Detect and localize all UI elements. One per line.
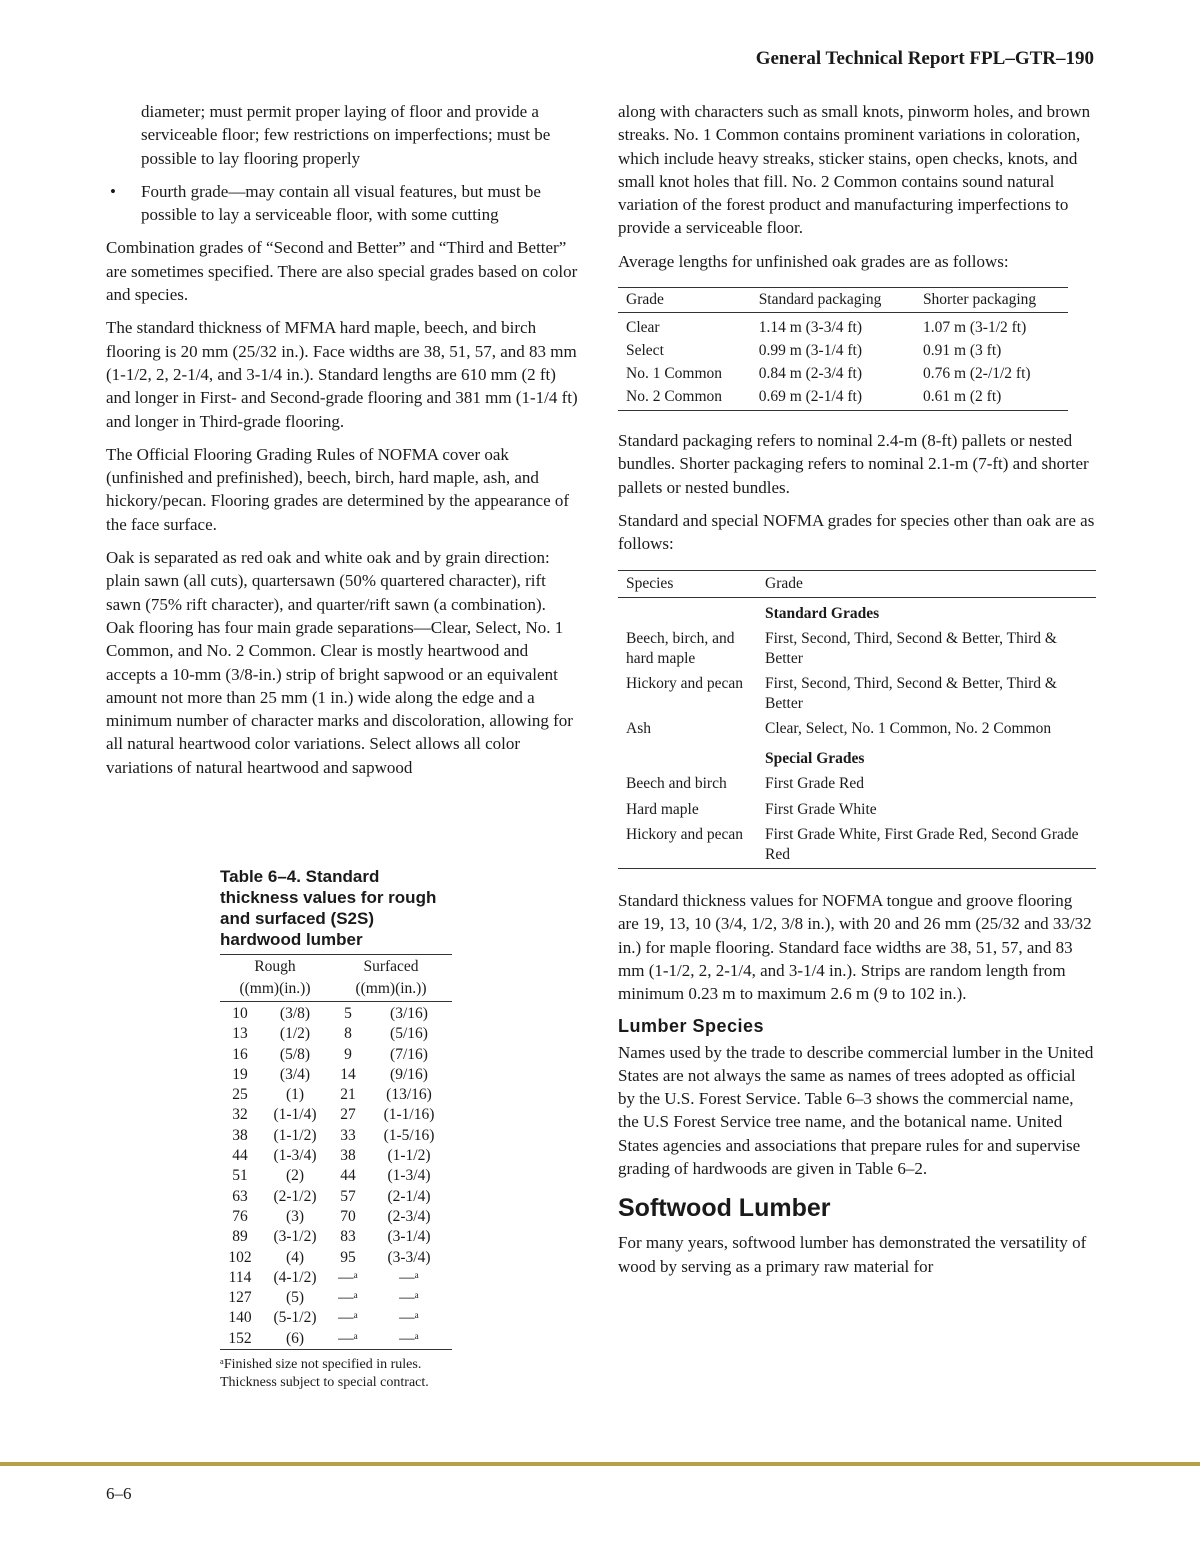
cell-surfaced-mm: —ᵃ	[338, 1329, 358, 1347]
cell-surfaced-in: —ᵃ	[399, 1309, 419, 1327]
cell-species: Ash	[626, 720, 651, 738]
footer-rule	[0, 1462, 1200, 1466]
cell-surfaced-mm: 27	[340, 1106, 356, 1124]
paragraph-oak-grades: Oak is separated as red oak and white oak and by grain direction: plain sawn (all cuts), quartersawn (50% quartered character), rift sawn (75% rift character), and quarter/rift sawn (a combination). Oak flooring has four main grade separations—Clear, Select, No. 1 Common, and No. 2 Common. Clear is mostly heartwood and accepts a 10-mm (3/8-in.) strip of bright sapwood or an equivalent amount not more than 25 mm (1 in.) wide along the edge and a minimum number of character marks and discoloration, allowing for all natural heartwood color variations. Select allows all color variations of natural heartwood and sapwood	[106, 548, 573, 777]
header-rough: Rough	[254, 958, 296, 975]
paragraph-combination-grades: Combination grades of “Second and Better” and “Third and Better” are sometimes specified. There are also special grades based on color and species.	[106, 238, 578, 305]
cell-surfaced-mm: 14	[340, 1065, 356, 1083]
table-row	[618, 313, 1068, 340]
cell-rough-in: (1/2)	[279, 1025, 311, 1043]
table-row	[220, 1268, 452, 1288]
cell-rough-mm: 19	[232, 1065, 248, 1083]
cell-surfaced-mm: 8	[344, 1025, 352, 1043]
cell-grade: First, Second, Third, Second & Better, Third & Better	[765, 630, 1057, 667]
paragraph-nofma-rules: The Official Flooring Grading Rules of NOFMA cover oak (unfinished and prefinished), beech, birch, hard maple, ash, and hickory/pecan. Flooring grades are determined by the appearance of the face surface.	[106, 444, 570, 534]
cell-rough-mm: 89	[232, 1228, 248, 1246]
cell-grade: Clear, Select, No. 1 Common, No. 2 Common	[765, 720, 1052, 738]
cell-surfaced-in: (2-3/4)	[387, 1207, 431, 1225]
cell-rough-mm: 10	[232, 1005, 248, 1022]
cell-rough-mm: 114	[228, 1268, 252, 1286]
paragraph-special-grades-intro: Standard and special NOFMA grades for species other than oak are as follows:	[618, 510, 1095, 554]
cell-surfaced-mm: —ᵃ	[338, 1268, 358, 1286]
table-row	[220, 1248, 452, 1268]
cell-surfaced-mm: 70	[340, 1207, 356, 1225]
cell-surfaced-in: (3-1/4)	[387, 1228, 431, 1246]
cell-surfaced-mm: 33	[340, 1126, 356, 1144]
header-grade: Grade	[757, 570, 1096, 597]
cell-surfaced-in: (3/16)	[390, 1005, 428, 1022]
cell-rough-mm: 25	[232, 1086, 248, 1104]
cell-surfaced-in: (7/16)	[390, 1045, 428, 1063]
paragraph-lumber-species: Names used by the trade to describe commercial lumber in the United States are not always the same as names of trees adopted as official by the U.S. Forest Service. Table 6–3 shows the commercial name, the U.S Forest Service tree name, and the botanical name. United States agencies and associations that prepare rules for and supervise grading of hardwoods are given in Table 6–2.	[618, 1042, 1094, 1179]
cell-grade: First Grade White, First Grade Red, Second Grade Red	[765, 826, 1079, 863]
table-row	[220, 1308, 452, 1328]
cell-standard: 0.69 m (2-1/4 ft)	[758, 388, 863, 406]
thickness-table-body	[220, 1002, 452, 1350]
cell-surfaced-in: (5/16)	[390, 1025, 428, 1043]
paragraph-packaging: Standard packaging refers to nominal 2.4-m (8-ft) pallets or nested bundles. Shorter packaging refers to nominal 2.1-m (7-ft) and shorter pallets or nested bundles.	[618, 431, 1089, 497]
header-surfaced: Surfaced	[363, 958, 419, 975]
cell-rough-in: (3/8)	[279, 1005, 311, 1022]
bullet-marker: •	[110, 181, 116, 201]
units-rough: ((mm)(in.))	[220, 977, 330, 1002]
cell-surfaced-in: —ᵃ	[399, 1289, 419, 1307]
standard-grades-heading: Standard Grades	[765, 604, 880, 622]
cell-rough-in: (4)	[285, 1248, 305, 1266]
cell-rough-mm: 102	[228, 1248, 252, 1266]
cell-rough-mm: 16	[232, 1045, 248, 1063]
cell-rough-in: (1-3/4)	[273, 1147, 317, 1165]
cell-surfaced-mm: —ᵃ	[338, 1289, 358, 1307]
cell-grade: Clear	[626, 319, 660, 337]
cell-surfaced-mm: 44	[340, 1167, 356, 1185]
cell-shorter: 0.76 m (2-/1/2 ft)	[922, 365, 1031, 383]
cell-surfaced-in: (1-5/16)	[383, 1126, 435, 1144]
paragraph-average-lengths: Average lengths for unfinished oak grades are as follows:	[618, 251, 1009, 271]
cell-species: Hickory and pecan	[626, 675, 744, 693]
cell-rough-in: (4-1/2)	[273, 1268, 317, 1286]
table-footnote: ᵃFinished size not specified in rules. Thickness subject to special contract.	[220, 1357, 429, 1391]
paragraph-nofma-thickness: Standard thickness values for NOFMA tongue and groove flooring are 19, 13, 10 (3/4, 1/2, 3/8 in.), with 20 and 26 mm (25/32 and 33/32 in.) for maple flooring. Standard face widths are 38, 51, 57, and 83 mm (1-1/2, 2, 2-1/4, and 3-1/4 in.). Strips are random length from minimum 0.23 m to maximum 2.6 m (9 to 102 in.).	[618, 891, 1092, 1004]
table-row	[618, 823, 1096, 869]
table-row	[618, 339, 1068, 362]
cell-surfaced-mm: 21	[340, 1086, 356, 1104]
table-row	[220, 1187, 452, 1207]
cell-standard: 1.14 m (3-3/4 ft)	[758, 319, 863, 337]
cell-rough-in: (3-1/2)	[273, 1228, 317, 1246]
right-column	[618, 100, 1096, 1288]
cell-surfaced-mm: —ᵃ	[338, 1309, 358, 1327]
cell-surfaced-in: (1-3/4)	[387, 1167, 431, 1185]
cell-grade: No. 2 Common	[626, 388, 723, 406]
table-row	[220, 1105, 452, 1125]
cell-surfaced-in: (13/16)	[386, 1086, 432, 1104]
cell-rough-mm: 44	[232, 1147, 248, 1165]
header-shorter-packaging: Shorter packaging	[915, 288, 1068, 313]
cell-surfaced-mm: 57	[340, 1187, 356, 1205]
cell-rough-mm: 152	[228, 1329, 252, 1347]
cell-surfaced-in: (1-1/2)	[387, 1147, 431, 1165]
table-subheading-row	[618, 597, 1096, 627]
table-row	[220, 1065, 452, 1085]
left-column	[106, 100, 578, 789]
oak-lengths-table	[618, 287, 1068, 411]
paragraph-oak-select-continued: along with characters such as small knots, pinworm holes, and brown streaks. No. 1 Common contains prominent variations in coloration, which include heavy streaks, sticker stains, open checks, knots, and small knot holes that fill. No. 2 Common contains sound natural variation of the forest product and manufacturing imperfections to provide a serviceable floor.	[618, 102, 1091, 238]
cell-surfaced-in: (9/16)	[390, 1065, 428, 1083]
cell-rough-mm: 76	[232, 1207, 248, 1225]
cell-rough-mm: 127	[228, 1289, 252, 1307]
table-row	[618, 772, 1096, 798]
header-standard-packaging: Standard packaging	[751, 288, 915, 313]
table-6-4	[220, 866, 452, 1392]
table-row	[618, 627, 1096, 672]
cell-rough-in: (2)	[285, 1167, 305, 1185]
thickness-table	[220, 954, 452, 1350]
cell-rough-in: (6)	[285, 1329, 305, 1347]
cell-rough-mm: 63	[232, 1187, 248, 1205]
page-number: 6–6	[106, 1484, 132, 1503]
cell-grade: First, Second, Third, Second & Better, Third & Better	[765, 675, 1057, 712]
cell-standard: 0.99 m (3-1/4 ft)	[758, 342, 863, 360]
subheading-lumber-species: Lumber Species	[618, 1015, 765, 1036]
cell-grade: First Grade Red	[765, 775, 865, 793]
cell-surfaced-in: (3-3/4)	[387, 1248, 431, 1266]
cell-standard: 0.84 m (2-3/4 ft)	[758, 365, 863, 383]
cell-rough-in: (5)	[285, 1289, 305, 1307]
cell-rough-in: (5/8)	[279, 1045, 311, 1063]
cell-rough-in: (3/4)	[279, 1065, 311, 1083]
cell-surfaced-in: —ᵃ	[399, 1329, 419, 1347]
cell-surfaced-mm: 9	[344, 1045, 352, 1063]
cell-surfaced-in: (2-1/4)	[387, 1187, 431, 1205]
cell-rough-in: (3)	[285, 1207, 305, 1225]
units-surfaced: ((mm)(in.))	[330, 977, 452, 1002]
table-subheading-row	[618, 743, 1096, 773]
cell-rough-mm: 32	[232, 1106, 248, 1124]
cell-species: Hickory and pecan	[626, 826, 744, 844]
table-6-4-title: Table 6–4. Standard thickness values for rough and surfaced (S2S) hardwood lumber	[220, 867, 437, 949]
running-header: General Technical Report FPL–GTR–190	[755, 48, 1094, 69]
continued-bullet-text: diameter; must permit proper laying of floor and provide a serviceable floor; few restrictions on imperfections; must be possible to lay flooring properly	[141, 102, 551, 168]
cell-grade: No. 1 Common	[626, 365, 723, 383]
table-row	[220, 1227, 452, 1247]
table-row	[220, 1207, 452, 1227]
section-heading-softwood-lumber: Softwood Lumber	[618, 1194, 831, 1223]
cell-shorter: 0.91 m (3 ft)	[922, 342, 1002, 360]
table-row	[220, 1024, 452, 1044]
special-grades-heading: Special Grades	[765, 749, 865, 767]
table-row	[220, 1002, 452, 1025]
cell-species: Hard maple	[626, 800, 699, 818]
cell-rough-in: (5-1/2)	[273, 1309, 317, 1327]
species-grades-table	[618, 570, 1096, 870]
cell-surfaced-in: —ᵃ	[399, 1268, 419, 1286]
cell-grade: Select	[626, 342, 664, 360]
table-row	[618, 717, 1096, 743]
cell-shorter: 0.61 m (2 ft)	[922, 388, 1002, 406]
header-species: Species	[618, 570, 757, 597]
table-row	[220, 1045, 452, 1065]
cell-rough-in: (1)	[285, 1086, 305, 1104]
cell-rough-mm: 140	[228, 1309, 252, 1327]
cell-grade: First Grade White	[765, 800, 877, 818]
cell-shorter: 1.07 m (3-1/2 ft)	[922, 319, 1027, 337]
paragraph-softwood-intro: For many years, softwood lumber has demonstrated the versatility of wood by serving as a primary raw material for	[618, 1233, 1087, 1276]
table-row	[618, 362, 1068, 385]
table-row	[220, 1329, 452, 1350]
table-row	[220, 1085, 452, 1105]
table-row	[618, 672, 1096, 717]
cell-rough-in: (1-1/4)	[273, 1106, 317, 1124]
cell-species: Beech and birch	[626, 775, 727, 793]
cell-rough-mm: 38	[232, 1126, 248, 1144]
cell-surfaced-mm: 38	[340, 1147, 356, 1165]
table-row	[220, 1126, 452, 1146]
cell-species: Beech, birch, and hard maple	[626, 630, 735, 667]
bullet-text: Fourth grade—may contain all visual features, but must be possible to lay a serviceable floor, with some cutting	[141, 181, 541, 225]
cell-surfaced-in: (1-1/16)	[383, 1106, 435, 1124]
cell-rough-mm: 13	[232, 1025, 248, 1043]
cell-rough-in: (2-1/2)	[273, 1187, 317, 1205]
cell-surfaced-mm: 5	[344, 1005, 352, 1022]
cell-surfaced-mm: 95	[340, 1248, 356, 1266]
table-row	[220, 1166, 452, 1186]
table-row	[618, 798, 1096, 824]
paragraph-mfma-thickness: The standard thickness of MFMA hard maple, beech, and birch flooring is 20 mm (25/32 in.). Face widths are 38, 51, 57, and 83 mm (1-1/2, 2, 2-1/4, and 3-1/4 in.). Standard lengths are 610 mm (2 ft) and longer in First- and Second-grade flooring and 381 mm (1-1/4 ft) and longer in Third-grade flooring.	[106, 318, 578, 431]
cell-rough-mm: 51	[232, 1167, 248, 1185]
cell-rough-in: (1-1/2)	[273, 1126, 317, 1144]
table-row	[618, 385, 1068, 411]
table-row	[220, 1146, 452, 1166]
bullet-fourth-grade	[106, 180, 578, 227]
table-row	[220, 1288, 452, 1308]
header-grade: Grade	[618, 288, 751, 313]
cell-surfaced-mm: 83	[340, 1228, 356, 1246]
